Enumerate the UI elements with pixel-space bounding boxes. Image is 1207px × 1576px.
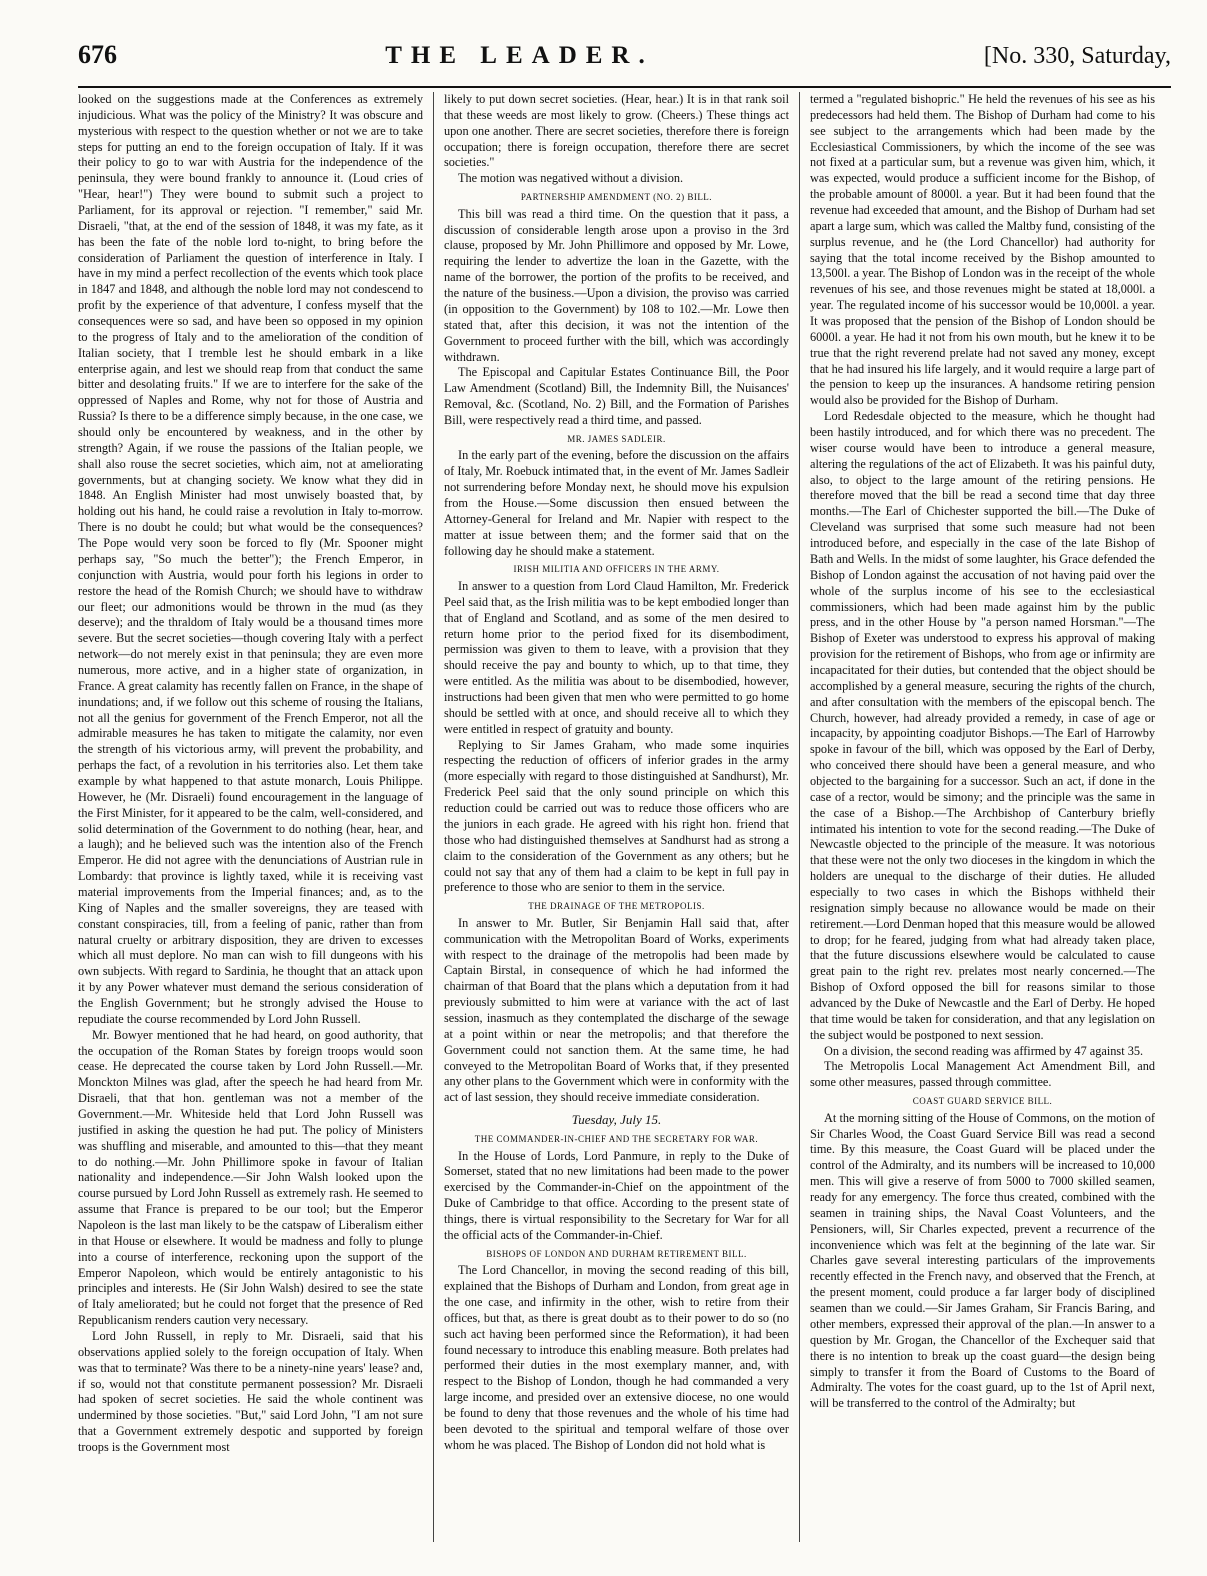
column-rule xyxy=(799,92,800,1542)
paragraph: The Episcopal and Capitular Estates Continuance Bill, the Poor Law Amendment (Scotland) Bill, the Indemnity Bill, the Nuisances' Removal, &c. (Scotland, No. 2) Bill, and the Formation of Parishes Bill, were respectively read a third time, and passed. xyxy=(444,365,789,427)
page-header xyxy=(78,40,1171,88)
section-heading: PARTNERSHIP AMENDMENT (NO. 2) BILL. xyxy=(520,192,713,203)
column-2 xyxy=(444,92,789,1542)
paragraph: This bill was read a third time. On the question that it pass, a discussion of considerable length arose upon a proviso in the 3rd clause, proposed by Mr. John Phillimore and opposed by Mr. Lowe, requiring the lender to advertize the loan in the Gazette, with the name of the borrower, the portion of the profits to be received, and the nature of the business.—Upon a division, the proviso was carried (in opposition to the Government) by 108 to 102.—Mr. Lowe then stated that, after this decision, it was not the intention of the Government to proceed further with the bill, which was accordingly withdrawn. xyxy=(444,206,789,364)
paragraph: Lord John Russell, in reply to Mr. Disraeli, said that his observations applied solely to the foreign occupation of Italy. When was that to terminate? Was there to be a ninety-nine years' lease? and, if so, would not that constitute permanent possession? Mr. Disraeli had spoken of secret societies. He said the whole continent was undermined by those societies. "But," said Lord John, "I am not sure that a Government extremely despotic and supported by foreign troops is the Government most xyxy=(78,1329,423,1455)
column-1 xyxy=(78,92,423,1542)
paragraph: In the House of Lords, Lord Panmure, in reply to the Duke of Somerset, stated that no new limitations had been made to the power exercised by the Commander-in-Chief on the appointment of the Duke of Cambridge to that office. According to the present state of things, there is virtual responsibility to the Secretary for War for all the official acts of the Commander-in-Chief. xyxy=(444,1148,789,1242)
paragraph: Lord Redesdale objected to the measure, which he thought had been hastily introduced, and for which there was no precedent. The wiser course would have been to introduce a general measure, altering the regulations of the act of Elizabeth. It was his painful duty, also, to object to the large amount of the retiring pensions. He therefore moved that the bill be read a second time that day three months.—The Earl of Chichester supported the bill.—The Duke of Cleveland was surprised that some such measure had not been introduced before, and especially in the case of the late Bishop of Bath and Wells. In the midst of some laughter, his Grace defended the Bishop of London against the accusation of not having paid over the whole of the surplus income of his see to the ecclesiastical commissioners, which had been made against him by the public press, and in the other House by "a person named Horsman."—The Bishop of Exeter was understood to express his approval of making provision for the retirement of Bishops, who from age or infirmity are incapacitated for their duties, but contended that the object should be accomplished by a general measure, securing the rights of the church, and after consultation with the members of the episcopal bench. The Church, however, had already provided a remedy, in case of age or incapacity, by appointing coadjutor Bishops.—The Earl of Harrowby spoke in favour of the bill, which was opposed by the Earl of Derby, who conceived there should have been a general measure, and who objected to the bargaining for a successor. Such an act, if done in the case of a rector, would be simony; and the principle was the same in the case of a Bishop.—The Archbishop of Canterbury briefly intimated his intention to vote for the second reading.—The Duke of Newcastle objected to the principle of the measure. It was notorious that these were not the only two dioceses in the kingdom in which the holders are unequal to the discharge of their duties. He alluded especially to two cases in which the Bishops withheld their resignation simply because no allowance would be made on their retirement.—Lord Denman hoped that this measure would be allowed to drop; for he feared, judging from what had already taken place, that the future discussions elsewhere would be calculated to cause great pain to the right rev. prelates most nearly concerned.—The Bishop of Oxford opposed the bill for reasons similar to those advanced by the Duke of Newcastle and the Earl of Derby. He hoped that time would be taken for consideration, and that any legislation on the subject would be postponed to next session. xyxy=(810,409,1155,1042)
paragraph: The Metropolis Local Management Act Amendment Bill, and some other measures, passed through committee. xyxy=(810,1059,1155,1090)
columns xyxy=(78,92,1171,1542)
masthead-title: THE LEADER. xyxy=(385,42,654,69)
section-heading: COAST GUARD SERVICE BILL. xyxy=(912,1096,1053,1107)
paragraph: Mr. Bowyer mentioned that he had heard, on good authority, that the occupation of the Roman States by foreign troops would soon cease. He deprecated the course taken by Lord John Russell.—Mr. Monckton Milnes was glad, after the speech he had heard from Mr. Disraeli, that that hon. gentleman was not a member of the Government.—Mr. Whiteside held that Lord John Russell was justified in asking the question he had put. The policy of Ministers was shuffling and miserable, and amounted to this—that they meant to do nothing.—Mr. John Phillimore spoke in favour of Italian nationality and independence.—Sir John Walsh looked upon the course pursued by Lord John Russell as extremely rash. He seemed to assume that France is prepared to be our tool; but the Emperor Napoleon is the last man likely to be the catspaw of Liberalism either in that House or elsewhere. It would be madness and folly to plunge into a course of interference, reckoning upon the support of the Emperor Napoleon, which would be entirely antagonistic to his principles and interests. He (Sir John Walsh) desired to see the state of Italy ameliorated; but he could not forget that the presence of Red Republicanism renders caution very necessary. xyxy=(78,1027,423,1328)
paragraph: Replying to Sir James Graham, who made some inquiries respecting the reduction of officers of inferior grades in the army (more especially with regard to those distinguished at Sandhurst), Mr. Frederick Peel said that the only sound principle on which this reduction could be carried out was to reduce those officers who are the juniors in each grade. He agreed with his right hon. friend that those who had distinguished themselves at Sandhurst had as strong a claim to the consideration of the Government as any others; but he could not say that any of them had a claim to be kept in full pay in preference to those who are senior to them in the service. xyxy=(444,737,789,895)
paragraph: In answer to a question from Lord Claud Hamilton, Mr. Frederick Peel said that, as the Irish militia was to be kept embodied longer than that of England and Scotland, and as some of the men desired to return home prior to the period fixed for its disembodiment, permission was given to them to leave, with a provision that they should receive the pay and bounty to which, up to that time, they were entitled. As the militia was about to be disembodied, however, instructions had been given that men who were permitted to go home should be settled with at once, and should receive all to which they were entitled in respect of gratuity and bounty. xyxy=(444,579,789,736)
paragraph: looked on the suggestions made at the Conferences as extremely injudicious. What was the policy of the Ministry? It was obscure and mysterious with respect to the question whether or not we are to take steps for putting an end to the foreign occupation of Italy. If it was their policy to go to war with Austria for the independence of the peninsula, they were bound frankly to announce it. (Loud cries of "Hear, hear!") They were bound to submit such a project to Parliament, for its approval or rejection. "I remember," said Mr. Disraeli, "that, at the end of the session of 1848, it was my fate, as it has been the fate of the noble lord to-night, to bring before the consideration of Parliament the question of interference in Italy. I have in my mind a perfect recollection of the events which took place in 1847 and 1848, and although the noble lord may not condescend to profit by the experience of that adventure, I confess myself that the consequences were so sad, and have been so opposed in my opinion to the progress of Italy and to the amelioration of the condition of Italian society, that I tremble lest he should embark in a like enterprise again, and lest we should reap from that conduct the same bitter and desolating fruits." If we are to interfere for the sake of the oppressed of Naples and Rome, why not for those of Austria and Russia? Is there to be a difference simply because, in the one case, we should only be encountered by weakness, and in the other by strength? Again, if we rouse the passions of the Italian people, we shall also rouse the secret societies, which aim, not at ameliorating governments, but at changing society. We know what they did in 1848. An English Minister had most unwisely boasted that, by holding out his hand, he could raise a revolution in Italy to-morrow. There is no doubt he could; but what would be the consequences? The Pope would very soon be forced to fly (Mr. Spooner might perhaps say, "So much the better"); the French Emperor, in conjunction with Austria, would pour forth his legions in order to restore the head of the Romish Church; we should have to withdraw our fleet; our admonitions would be thrown in the mud (as they deserve); and the thraldom of Italy would be a thousand times more severe. But the secret societies—though covering Italy with a perfect network—do not merely exist in that peninsula; they are even more numerous, more active, and in a higher state of organization, in France. A great calamity has recently fallen on France, in the shape of inundations; and, if we follow out this scheme of rousing the Italians, not all the genius for government of the French Emperor, not all the admirable measures he has taken to mitigate the calamity, nor even the strength of his victorious army, will prevent the probability, and perhaps the fact, of a revolution in his territories also. Let them take example by what happened to that astute monarch, Louis Philippe. However, he (Mr. Disraeli) found encouragement in the language of the First Minister, for it appeared to be the calm, well-considered, and solid determination of the Government to do nothing (hear, hear, and a laugh); and he believed such was the intention also of the French Emperor. He did not agree with the denunciations of Austrian rule in Lombardy: that province is lightly taxed, while it is receiving vast material improvements from the Imperial finances; and, as to the King of Naples and the smaller sovereigns, they are teased with constant conspiracies, till, from a feeling of panic, rather than from natural cruelty or arbitrary disposition, they are driven to excesses which all must deplore. No man can wish to fill dungeons with his own subjects. With regard to Sardinia, he thought that an attack upon it by any Power whatever must demand the serious consideration of the English Government; but he strongly advised the House to repudiate the course recommended by Lord John Russell. xyxy=(78,92,423,1026)
section-heading: MR. JAMES SADLEIR. xyxy=(567,433,666,444)
paragraph: On a division, the second reading was affirmed by 47 against 35. xyxy=(824,1043,1144,1058)
paragraph: In answer to Mr. Butler, Sir Benjamin Hall said that, after communication with the Metropolitan Board of Works, experiments with respect to the drainage of the metropolis had been made by Captain Birstal, in consequence of which he had informed the chairman of that Board that the plans which a deputation from it had previously submitted to him were at variance with the act of last session, inasmuch as they contemplated the discharge of the sewage at a point within or near the metropolis; and that therefore the Government could not sanction them. At the same time, he had conveyed to the Metropolitan Board of Works that, if they presented any other plans to the Government which were in conformity with the act of last session, they should receive immediate consideration. xyxy=(444,915,789,1105)
paragraph: The motion was negatived without a division. xyxy=(458,171,684,186)
paragraph: termed a "regulated bishopric." He held the revenues of his see as his predecessors had held them. The Bishop of Durham had come to his see subject to the arrangements which had been made by the Ecclesiastical Commissioners, by which the income of the see was not fixed at a particular sum, but a revenue was given him, which, it was expected, would produce a sufficient income for the Bishop, of the probable amount of 8000l. a year. But it had been found that the revenue had exceeded that amount, and the Bishop of Durham had set apart a large sum, which was called the Maltby fund, consisting of the surplus revenue, and he (the Lord Chancellor) had authority for saying that the total income received by the Bishop amounted to 13,500l. a year. The Bishop of London was in the receipt of the whole revenues of his see, and those revenues might be stated at 18,000l. a year. The regulated income of his successor would be 10,000l. a year. It was proposed that the pension of the Bishop of London should be 6000l. a year. He had it not from his own mouth, but he knew it to be true that the right reverend prelate had not saved any money, except that he had insured his life largely, and it would require a large part of the pension to keep up the insurances. A handsome retiring pension would also be provided for the Bishop of Durham. xyxy=(810,92,1155,408)
column-rule xyxy=(433,92,434,1542)
section-heading: THE DRAINAGE OF THE METROPOLIS. xyxy=(528,901,705,912)
date-heading: Tuesday, July 15. xyxy=(571,1112,662,1128)
page-number: 676 xyxy=(78,40,117,69)
section-heading: IRISH MILITIA AND OFFICERS IN THE ARMY. xyxy=(513,564,720,575)
paragraph: At the morning sitting of the House of Commons, on the motion of Sir Charles Wood, the Coast Guard Service Bill was read a second time. By this measure, the Coast Guard will be placed under the control of the Admiralty, and its numbers will be increased to 10,000 men. This will give a reserve of from 5000 to 7000 skilled seamen, ready for any emergency. The force thus created, combined with the seamen in training ships, the Naval Coast Volunteers, and the Pensioners, will, Sir Charles expected, prevent a recurrence of the inconvenience which was felt at the beginning of the late war. Sir Charles gave several interesting particulars of the improvements recently effected in the French navy, and observed that the French, at the present moment, could produce a far larger body of disciplined seamen than we could.—Sir James Graham, Sir Francis Baring, and other members, expressed their approval of the plan.—In answer to a question by Mr. Grogan, the Chancellor of the Exchequer said that there is no intention to break up the coast guard—the design being simply to transfer it from the Board of Customs to the Board of Admiralty. The votes for the coast guard, up to the 1st of April next, will be transferred to the control of the Admiralty; but xyxy=(810,1110,1155,1411)
paragraph: In the early part of the evening, before the discussion on the affairs of Italy, Mr. Roebuck intimated that, in the event of Mr. James Sadleir not surrendering before Monday next, he should move his expulsion from the House.—Some discussion then ensued between the Attorney-General for Ireland and Mr. Napier with respect to the matter at issue between them; and the former said that on the following day he should make a statement. xyxy=(444,448,789,558)
issue-label: [No. 330, Saturday, xyxy=(983,43,1171,69)
section-heading: BISHOPS OF LONDON AND DURHAM RETIREMENT BILL. xyxy=(486,1248,747,1259)
paragraph: likely to put down secret societies. (Hear, hear.) It is in that rank soil that these weeds are most likely to grow. (Cheers.) These things act upon one another. There are secret societies, therefore there is foreign occupation; there is foreign occupation, therefore there are secret societies." xyxy=(444,92,789,170)
section-heading: THE COMMANDER-IN-CHIEF AND THE SECRETARY FOR WAR. xyxy=(474,1133,759,1144)
paragraph: The Lord Chancellor, in moving the second reading of this bill, explained that the Bishops of Durham and London, from great age in the one case, and infirmity in the other, wish to retire from their offices, but that, as there is great doubt as to their power to do so (no such act having been performed since the Reformation), it had been found necessary to introduce this enabling measure. Both prelates had performed their duties in the most exemplary manner, and, with respect to the Bishop of London, though he had commanded a very large income, and presided over an extensive diocese, no one would be found to deny that those revenues and the whole of his time had been devoted to the spiritual and temporal welfare of those over whom he was placed. The Bishop of London did not hold what is xyxy=(444,1263,789,1452)
column-3 xyxy=(810,92,1155,1542)
